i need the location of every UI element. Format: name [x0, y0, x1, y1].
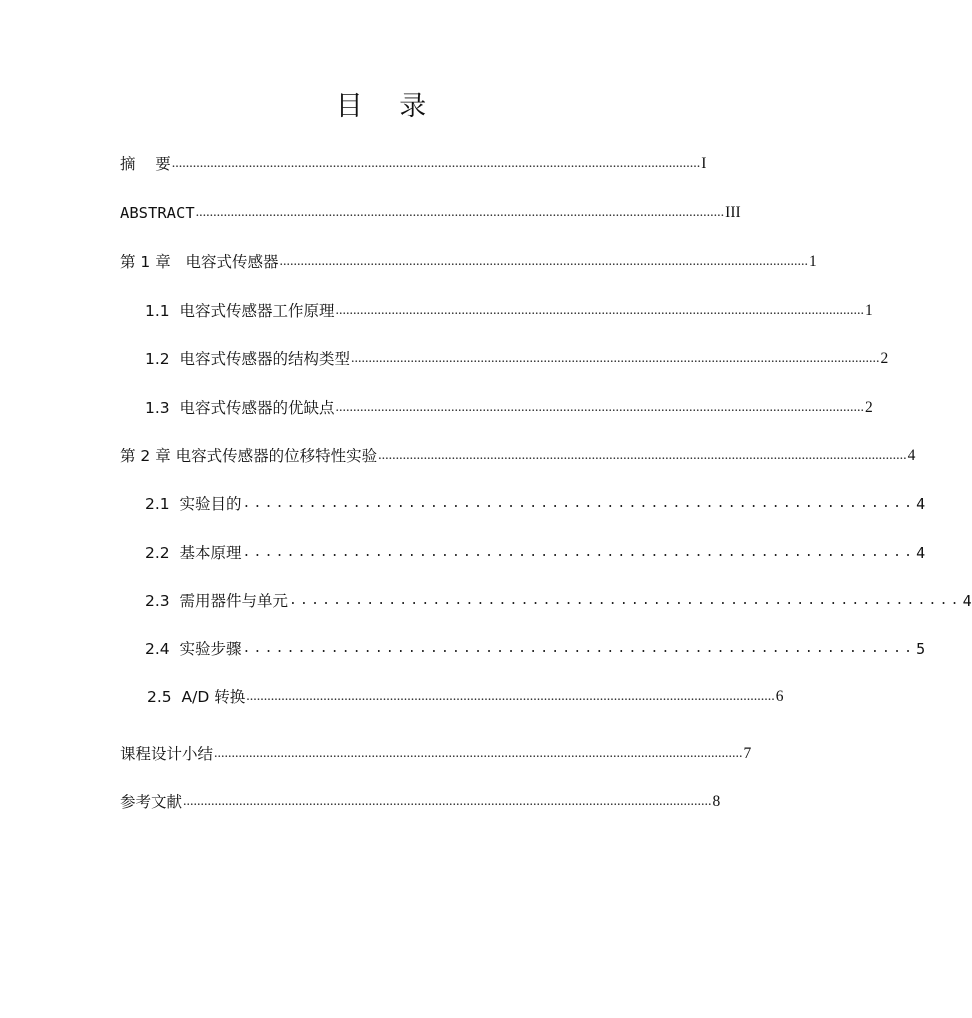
toc-entry-page: 5 [916, 640, 926, 658]
toc-entry-page: 1 [809, 253, 817, 270]
dot-leader: ....................................................................................................................................................... [335, 400, 865, 415]
toc-entry-label: 第 1 章 电容式传感器 [120, 253, 279, 271]
dot-leader: ....................................................................................................................................................... [351, 351, 880, 366]
toc-entry-label: 参考文献 [120, 793, 183, 811]
toc-entry-label: 1.2 电容式传感器的结构类型 [145, 350, 351, 368]
toc-entry-label: 2.3 需用器件与单元 [145, 592, 289, 610]
toc-entry-page: 4 [907, 447, 916, 464]
toc-entry-page: III [725, 204, 741, 221]
toc-entry-section-2-1[interactable] [145, 493, 926, 515]
toc-entry-summary[interactable] [120, 743, 752, 765]
toc-entry-section-1-2[interactable] [145, 348, 889, 370]
toc-entry-section-1-1[interactable] [145, 300, 873, 322]
toc-entry-label: 1.1 电容式传感器工作原理 [145, 302, 335, 320]
toc-entry-page: I [701, 155, 707, 172]
toc-entry-abstract-cn[interactable] [120, 153, 707, 175]
dot-leader: ....................................................................................................................................................... [195, 205, 725, 220]
toc-entry-section-2-2[interactable] [145, 542, 926, 564]
dot-leader: ....................................................................................................................................................... [214, 746, 743, 761]
toc-title: 目 录 [335, 91, 441, 122]
toc-entry-chapter-1[interactable] [120, 251, 817, 273]
toc-entry-page: 7 [743, 745, 752, 762]
dot-leader: ....................................................................................................................................................... [378, 448, 907, 463]
toc-entry-page: 2 [880, 350, 889, 367]
toc-entry-section-2-4[interactable] [145, 638, 926, 660]
toc-entry-label: 摘 要 [120, 155, 171, 173]
toc-entry-abstract-en[interactable] [120, 202, 741, 224]
toc-entry-page: 6 [775, 688, 784, 705]
toc-entry-label: 2.2 基本原理 [145, 544, 242, 562]
toc-entry-page: 4 [916, 495, 926, 513]
toc-entry-label: ABSTRACT [120, 204, 195, 222]
toc-entry-section-1-3[interactable] [145, 397, 873, 419]
toc-entry-references[interactable] [120, 791, 721, 813]
toc-entry-label: 第 2 章 电容式传感器的位移特性实验 [120, 447, 378, 465]
toc-entry-page: 1 [865, 302, 873, 319]
dot-leader: ....................................................................................................................................................... [335, 303, 865, 318]
toc-entry-page: 4 [962, 592, 972, 610]
dot-leader: ....................................................................................................................................................... [279, 254, 808, 269]
dot-leader: ....................................................................................................................................................... [246, 689, 775, 704]
toc-entry-chapter-2[interactable] [120, 445, 916, 467]
dot-leader: ....................................................................................................................................................... [171, 156, 701, 171]
dot-leader: ............................................................. [242, 545, 916, 560]
toc-entry-page: 8 [712, 793, 721, 810]
toc-entry-section-2-3[interactable] [145, 590, 972, 612]
toc-entry-label: 2.1 实验目的 [145, 495, 242, 513]
dot-leader: ............................................................. [242, 496, 916, 511]
toc-entry-label: 2.4 实验步骤 [145, 640, 242, 658]
toc-entry-page: 2 [865, 399, 873, 416]
toc-entry-label: 课程设计小结 [120, 745, 214, 763]
toc-entry-label: 1.3 电容式传感器的优缺点 [145, 399, 335, 417]
toc-entry-page: 4 [916, 544, 926, 562]
toc-entry-section-2-5[interactable] [147, 686, 784, 708]
dot-leader: ............................................................. [242, 641, 916, 656]
dot-leader: ....................................................................................................................................................... [183, 794, 712, 809]
dot-leader: ............................................................. [289, 593, 962, 608]
toc-entry-label: 2.5 A/D 转换 [147, 688, 246, 706]
